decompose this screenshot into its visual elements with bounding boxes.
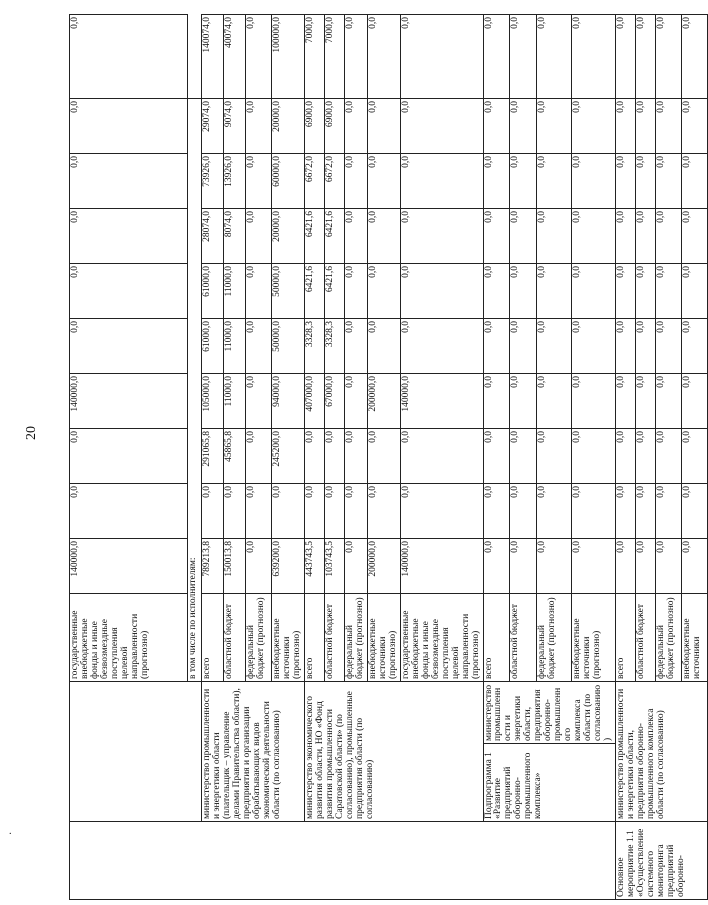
value-cell: 61000,0	[202, 264, 224, 319]
value-cell: 0,0	[682, 539, 708, 594]
value-cell: 0,0	[483, 15, 510, 99]
value-cell: 0,0	[246, 484, 272, 539]
value-cell: 45865,8	[224, 429, 246, 484]
text-cell: федеральный бюджет (прогнозно)	[344, 594, 367, 682]
value-cell: 140074,0	[202, 15, 224, 99]
value-cell: 0,0	[510, 539, 537, 594]
value-cell: 0,0	[682, 429, 708, 484]
table-row	[202, 15, 224, 900]
value-cell: 0,0	[483, 374, 510, 429]
table-body	[70, 15, 708, 900]
text-cell: областной бюджет	[636, 594, 656, 682]
value-cell: 40074,0	[224, 15, 246, 99]
value-cell: 6672,0	[304, 154, 324, 209]
value-cell: 20000,0	[272, 99, 305, 154]
value-cell: 0,0	[616, 539, 636, 594]
value-cell: 7000,0	[304, 15, 324, 99]
value-cell: 200000,0	[367, 539, 400, 594]
budget-table	[69, 14, 708, 900]
value-cell: 789213,8	[202, 539, 224, 594]
value-cell: 0,0	[537, 15, 572, 99]
value-cell: 60000,0	[272, 154, 305, 209]
value-cell: 0,0	[682, 15, 708, 99]
value-cell: 0,0	[344, 539, 367, 594]
text-cell: федеральный бюджет (прогнозно)	[246, 594, 272, 682]
value-cell: 0,0	[616, 209, 636, 264]
value-cell: 0,0	[656, 154, 682, 209]
value-cell: 0,0	[304, 484, 324, 539]
value-cell: 6672,0	[324, 154, 344, 209]
value-cell: 0,0	[510, 209, 537, 264]
value-cell: 0,0	[537, 264, 572, 319]
value-cell: 0,0	[510, 264, 537, 319]
value-cell: 0,0	[70, 264, 188, 319]
value-cell: 0,0	[324, 484, 344, 539]
value-cell: 0,0	[682, 99, 708, 154]
value-cell: 0,0	[344, 264, 367, 319]
value-cell: 0,0	[682, 154, 708, 209]
value-cell: 0,0	[682, 374, 708, 429]
value-cell: 6900,0	[324, 99, 344, 154]
value-cell: 0,0	[70, 484, 188, 539]
value-cell: 11000,0	[224, 374, 246, 429]
value-cell: 61000,0	[202, 319, 224, 374]
value-cell: 0,0	[656, 539, 682, 594]
value-cell: 0,0	[400, 99, 483, 154]
value-cell: 0,0	[344, 484, 367, 539]
value-cell: 29074,0	[202, 99, 224, 154]
value-cell: 0,0	[483, 319, 510, 374]
value-cell: 0,0	[656, 319, 682, 374]
value-cell: 0,0	[616, 15, 636, 99]
value-cell: 140000,0	[70, 374, 188, 429]
value-cell: 0,0	[616, 484, 636, 539]
value-cell: 0,0	[324, 429, 344, 484]
text-cell: всего	[304, 594, 324, 682]
value-cell: 291065,8	[202, 429, 224, 484]
value-cell: 3328,3	[324, 319, 344, 374]
value-cell: 0,0	[246, 209, 272, 264]
value-cell: 0,0	[510, 154, 537, 209]
value-cell: 0,0	[70, 15, 188, 99]
value-cell: 0,0	[483, 539, 510, 594]
value-cell: 0,0	[571, 484, 615, 539]
text-cell: министерство промышленности и энергетики области, предприятия оборонно-промышленного комплекса области (по согласованию)	[616, 682, 708, 822]
value-cell: 0,0	[224, 484, 246, 539]
value-cell: 11000,0	[224, 264, 246, 319]
value-cell: 0,0	[616, 374, 636, 429]
value-cell: 0,0	[272, 484, 305, 539]
value-cell: 0,0	[571, 209, 615, 264]
value-cell: 0,0	[400, 484, 483, 539]
text-cell: министерство промышленности и энергетики области (плательщик – управление делами Правительства области), предприятия и организации обрабатывающих видов экономической деятельности области (по согласованию)	[202, 682, 305, 822]
text-cell	[70, 682, 202, 822]
text-cell	[70, 822, 616, 900]
value-cell: 0,0	[636, 15, 656, 99]
value-cell: 0,0	[571, 154, 615, 209]
text-cell: федеральный бюджет (прогнозно)	[537, 594, 572, 682]
value-cell: 0,0	[70, 429, 188, 484]
value-cell: 0,0	[304, 429, 324, 484]
value-cell: 0,0	[656, 429, 682, 484]
value-cell: 0,0	[344, 429, 367, 484]
value-cell: 0,0	[483, 154, 510, 209]
value-cell: 0,0	[367, 429, 400, 484]
value-cell: 0,0	[636, 264, 656, 319]
value-cell: 67000,0	[324, 374, 344, 429]
value-cell: 0,0	[400, 264, 483, 319]
value-cell: 0,0	[367, 15, 400, 99]
text-cell: областной бюджет	[324, 594, 344, 682]
value-cell: 0,0	[537, 209, 572, 264]
value-cell: 50000,0	[272, 264, 305, 319]
value-cell: 0,0	[636, 484, 656, 539]
text-cell: государственные внебюджетные фонды и иные безвозмездные поступления целевой направленности (прогнозно)	[70, 594, 188, 682]
table-row	[616, 15, 636, 900]
value-cell: 0,0	[246, 374, 272, 429]
value-cell: 0,0	[537, 539, 572, 594]
value-cell: 0,0	[682, 319, 708, 374]
value-cell: 6421,6	[304, 209, 324, 264]
value-cell: 140000,0	[400, 539, 483, 594]
value-cell: 0,0	[400, 209, 483, 264]
value-cell: 0,0	[616, 319, 636, 374]
value-cell: 0,0	[344, 209, 367, 264]
value-cell: 150013,8	[224, 539, 246, 594]
text-cell: областной бюджет	[224, 594, 246, 682]
value-cell: 0,0	[537, 429, 572, 484]
value-cell: 0,0	[537, 484, 572, 539]
value-cell: 0,0	[571, 319, 615, 374]
value-cell: 9074,0	[224, 99, 246, 154]
text-cell: внебюджетные источники	[682, 594, 708, 682]
value-cell: 0,0	[682, 264, 708, 319]
value-cell: 0,0	[656, 99, 682, 154]
value-cell: 0,0	[656, 209, 682, 264]
text-cell: Основное мероприятие 1.1 «Осуществление системного мониторинга предприятий оборонно-	[616, 822, 708, 900]
text-cell: областной бюджет	[510, 594, 537, 682]
value-cell: 245200,0	[272, 429, 305, 484]
value-cell: 0,0	[571, 539, 615, 594]
text-cell: в том числе по исполнителям:	[188, 99, 202, 682]
value-cell: 0,0	[510, 374, 537, 429]
value-cell: 0,0	[636, 154, 656, 209]
value-cell: 0,0	[400, 15, 483, 99]
value-cell: 0,0	[682, 484, 708, 539]
value-cell: 0,0	[636, 539, 656, 594]
value-cell: 0,0	[344, 99, 367, 154]
value-cell: 0,0	[246, 99, 272, 154]
value-cell: 0,0	[344, 374, 367, 429]
value-cell: 0,0	[344, 15, 367, 99]
value-cell: 0,0	[537, 154, 572, 209]
value-cell: 0,0	[636, 99, 656, 154]
value-cell: 0,0	[682, 209, 708, 264]
value-cell: 0,0	[510, 99, 537, 154]
text-cell: федеральный бюджет (прогнозно)	[656, 594, 682, 682]
value-cell: 0,0	[656, 374, 682, 429]
value-cell: 0,0	[510, 319, 537, 374]
text-cell: государственные внебюджетные фонды и иные безвозмездные поступления целевой направленности (прогнозно)	[400, 594, 483, 682]
value-cell: 6421,6	[304, 264, 324, 319]
value-cell: 0,0	[344, 154, 367, 209]
value-cell: 0,0	[344, 319, 367, 374]
value-cell: 0,0	[483, 264, 510, 319]
value-cell: 0,0	[483, 484, 510, 539]
value-cell: 0,0	[367, 209, 400, 264]
text-cell: министерство экономического развития области, НО «Фонд развития промышленности Саратовской области» (по согласованию), промышленные предприятия области (по согласованию)	[304, 682, 483, 822]
value-cell: 0,0	[70, 209, 188, 264]
value-cell: 94000,0	[272, 374, 305, 429]
value-cell: 0,0	[510, 429, 537, 484]
value-cell: 0,0	[510, 15, 537, 99]
text-cell: всего	[483, 594, 510, 682]
text-cell: министерство промышленности и энергетики области, предприятия оборонно-промышленного комплекса области (по согласованию)	[483, 682, 616, 744]
value-cell: 0,0	[367, 319, 400, 374]
text-cell: внебюджетные источники (прогнозно)	[272, 594, 305, 682]
value-cell: 3328,3	[304, 319, 324, 374]
value-cell: 0,0	[246, 539, 272, 594]
value-cell: 6421,6	[324, 264, 344, 319]
value-cell: 443743,5	[304, 539, 324, 594]
value-cell: 0,0	[400, 154, 483, 209]
value-cell: 8074,0	[224, 209, 246, 264]
value-cell: 0,0	[656, 484, 682, 539]
value-cell: 0,0	[571, 15, 615, 99]
value-cell: 0,0	[510, 484, 537, 539]
value-cell: 0,0	[367, 484, 400, 539]
value-cell: 639200,0	[272, 539, 305, 594]
value-cell: 28074,0	[202, 209, 224, 264]
value-cell: 20000,0	[272, 209, 305, 264]
text-cell: всего	[616, 594, 636, 682]
value-cell: 0,0	[246, 154, 272, 209]
value-cell: 200000,0	[367, 374, 400, 429]
value-cell: 0,0	[246, 15, 272, 99]
rotated-table-container	[69, 17, 703, 900]
value-cell: 0,0	[636, 429, 656, 484]
value-cell: 0,0	[571, 99, 615, 154]
value-cell: 0,0	[483, 429, 510, 484]
value-cell: 407000,0	[304, 374, 324, 429]
value-cell: 0,0	[636, 209, 656, 264]
value-cell: 0,0	[616, 99, 636, 154]
value-cell: 0,0	[616, 154, 636, 209]
value-cell: 0,0	[616, 264, 636, 319]
value-cell: 0,0	[656, 15, 682, 99]
value-cell: 140000,0	[400, 374, 483, 429]
value-cell: 0,0	[367, 99, 400, 154]
table-row	[304, 15, 324, 900]
value-cell: 140000,0	[70, 539, 188, 594]
value-cell: 0,0	[616, 429, 636, 484]
value-cell: 0,0	[483, 209, 510, 264]
value-cell: 0,0	[246, 429, 272, 484]
value-cell: 13926,0	[224, 154, 246, 209]
value-cell: 0,0	[571, 429, 615, 484]
value-cell: 0,0	[656, 264, 682, 319]
value-cell: 0,0	[571, 374, 615, 429]
value-cell: 6900,0	[304, 99, 324, 154]
value-cell: 0,0	[70, 319, 188, 374]
scan-mark: .	[9, 826, 12, 837]
text-cell: внебюджетные источники (прогнозно)	[367, 594, 400, 682]
value-cell: 0,0	[367, 154, 400, 209]
value-cell: 0,0	[537, 99, 572, 154]
page-number: 20	[24, 426, 39, 440]
value-cell: 73926,0	[202, 154, 224, 209]
value-cell: 50000,0	[272, 319, 305, 374]
value-cell: 105000,0	[202, 374, 224, 429]
value-cell: 0,0	[246, 264, 272, 319]
value-cell: 0,0	[70, 99, 188, 154]
value-cell: 103743,5	[324, 539, 344, 594]
value-cell: 6421,6	[324, 209, 344, 264]
value-cell: 0,0	[246, 319, 272, 374]
value-cell: 0,0	[70, 154, 188, 209]
table-row	[70, 15, 188, 900]
value-cell: 0,0	[636, 319, 656, 374]
value-cell: 0,0	[636, 374, 656, 429]
value-cell: 0,0	[571, 264, 615, 319]
value-cell: 0,0	[400, 319, 483, 374]
value-cell: 0,0	[400, 429, 483, 484]
value-cell: 100000,0	[272, 15, 305, 99]
value-cell: 0,0	[537, 319, 572, 374]
value-cell: 11000,0	[224, 319, 246, 374]
text-cell: внебюджетные источники (прогнозно)	[571, 594, 615, 682]
table-row	[483, 15, 510, 900]
value-cell: 7000,0	[324, 15, 344, 99]
value-cell: 0,0	[483, 99, 510, 154]
value-cell: 0,0	[367, 264, 400, 319]
value-cell: 0,0	[537, 374, 572, 429]
text-cell: всего	[202, 594, 224, 682]
text-cell: Подпрограмма 1 «Развитие предприятий оборонно-промышленного комплекса»	[483, 744, 616, 822]
value-cell: 0,0	[202, 484, 224, 539]
